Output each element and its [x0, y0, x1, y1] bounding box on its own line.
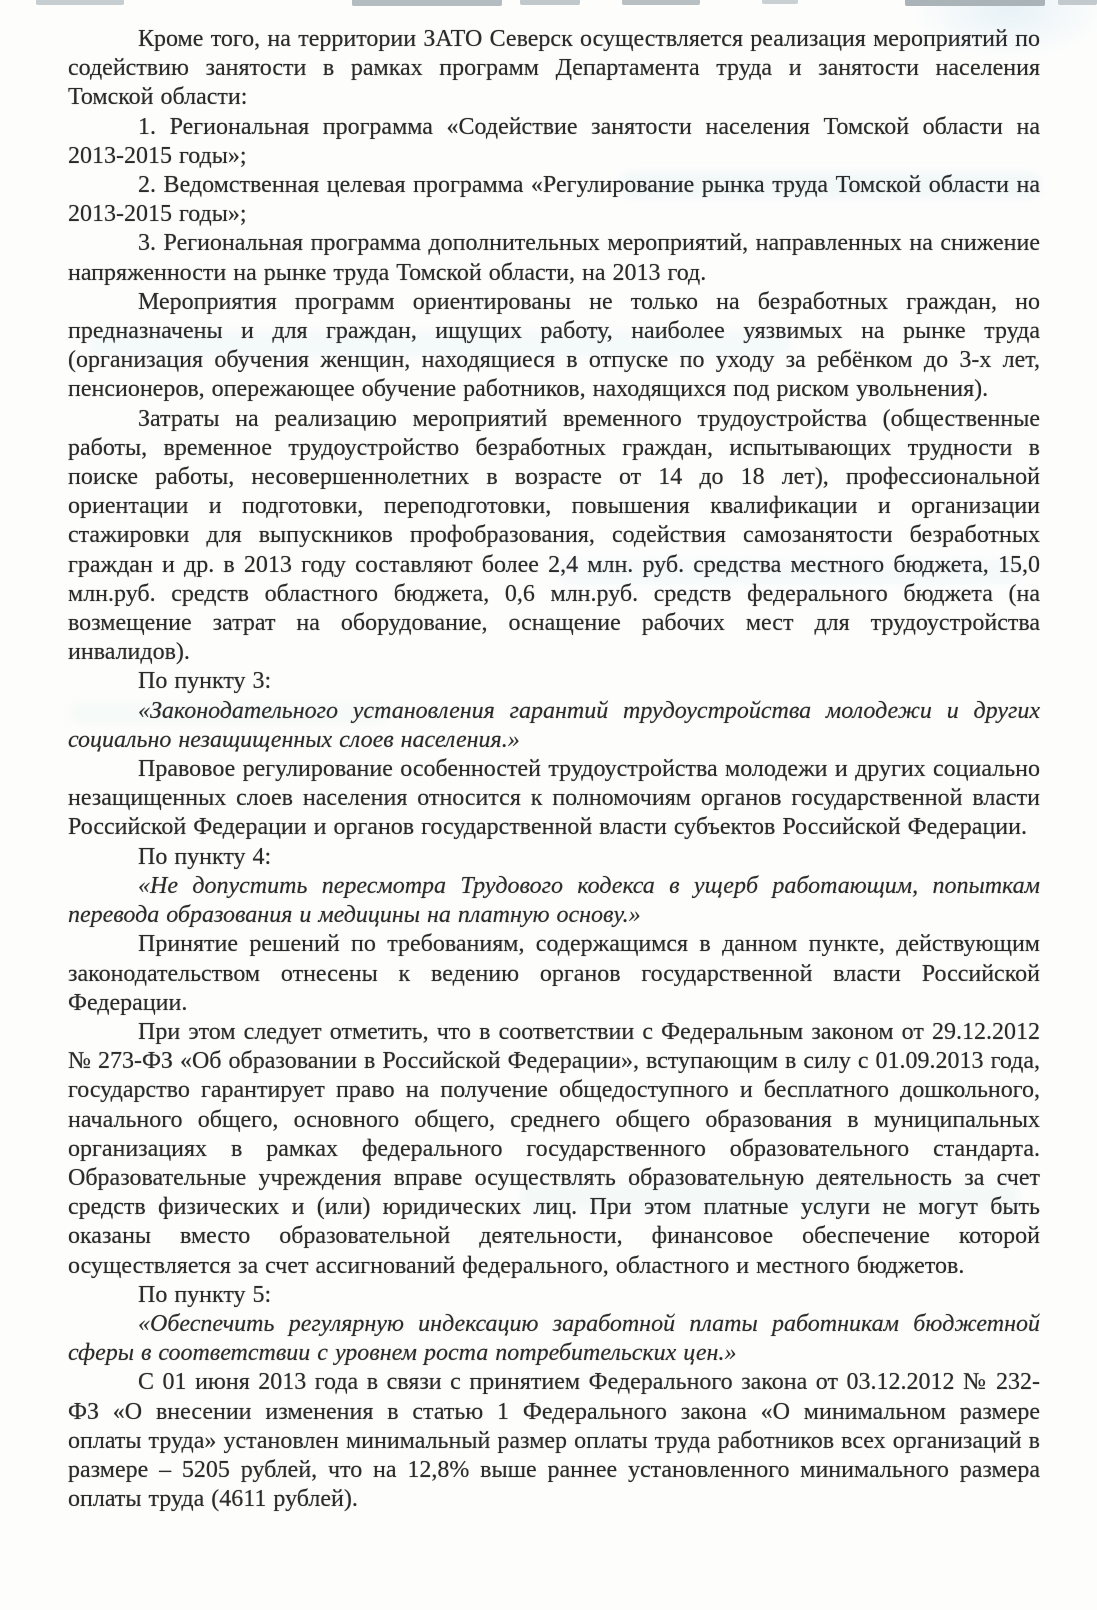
point-4-body-decisions: Принятие решений по требованиям, содержащимся в данном пункте, действующим законодательством отнесены к ведению органов государственной власти Российской Федерации.	[68, 931, 1040, 1016]
list-item-2: 2. Ведомственная целевая программа «Регулирование рынка труда Томской области на 2013-2015 годы»;	[68, 172, 1040, 228]
list-item-3: 3. Региональная программа дополнительных мероприятий, направленных на снижение напряженности на рынке труда Томской области, на 2013 год.	[68, 230, 1040, 286]
point-3-body: Правовое регулирование особенностей трудоустройства молодежи и других социально незащищенных слоев населения относится к полномочиям органов государственной власти Российской Федерации и органов государственной власти субъектов Российской Федерации.	[68, 756, 1040, 841]
paragraph-intro: Кроме того, на территории ЗАТО Северск осуществляется реализация мероприятий по содействию занятости в рамках программ Департамента труда и занятости населения Томской области:	[68, 26, 1040, 111]
point-3-heading: По пункту 3:	[138, 668, 272, 695]
point-5-quote: «Обеспечить регулярную индексацию заработной платы работникам бюджетной сферы в соответствии с уровнем роста потребительских цен.»	[68, 1310, 1040, 1367]
point-4-quote: «Не допустить пересмотра Трудового кодекса в ущерб работающим, попыткам перевода образования и медицины на платную основу.»	[68, 872, 1040, 929]
paragraph-costs: Затраты на реализацию мероприятий временного трудоустройства (общественные работы, временное трудоустройство безработных граждан, испытывающих трудности в поиске работы, несовершеннолетних в возрасте от 14 до 18 лет), профессиональной ориентации и подготовки, переподготовки, повышения квалификации и организации стажировки для выпускников профобразования, содействия самозанятости безработных граждан и др. в 2013 году составляют более 2,4 млн. руб. средства местного бюджета, 15,0 млн.руб. средств областного бюджета, 0,6 млн.руб. средств федерального бюджета (на возмещение затрат на оборудование, оснащение рабочих мест для трудоустройства инвалидов).	[68, 405, 1040, 666]
point-5-body-minwage: С 01 июня 2013 года в связи с принятием Федерального закона от 03.12.2012 № 232-ФЗ «О внесении изменения в статью 1 Федерального закона «О минимальном размере оплаты труда» установлен минимальный размер оплаты труда работников всех организаций в размере – 5205 рублей, что на 12,8% выше раннее установленного минимального размера оплаты труда (4611 рублей).	[68, 1369, 1040, 1513]
paragraph-measures: Мероприятия программ ориентированы не только на безработных граждан, но предназначены и для граждан, ищущих работу, наиболее уязвимых на рынке труда (организация обучения женщин, находящиеся в отпуске по уходу за ребёнком до 3-х лет, пенсионеров, опережающее обучение работников, находящихся под риском увольнения).	[68, 288, 1040, 403]
point-4-body-education: При этом следует отметить, что в соответствии с Федеральным законом от 29.12.2012 № 273-ФЗ «Об образовании в Российской Федерации», вступающим в силу с 01.09.2013 года, государство гарантирует право на получение общедоступного и бесплатного дошкольного, начального общего, основного общего, среднего общего образования в муниципальных организациях в рамках федерального государственного образовательного стандарта. Образовательные учреждения вправе осуществлять образовательную деятельность за счет средств физических и (или) юридических лиц. При этом платные услуги не могут быть оказаны вместо образовательной деятельности, финансовое обеспечение которой осуществляется за счет ассигнований федерального, областного и местного бюджетов.	[68, 1018, 1040, 1279]
point-3-quote: «Законодательного установления гарантий трудоустройства молодежи и других социально незащищенных слоев населения.»	[68, 697, 1040, 753]
point-5-heading: По пункту 5:	[138, 1281, 272, 1308]
point-4-heading: По пункту 4:	[138, 843, 272, 870]
list-item-1: 1. Региональная программа «Содействие занятости населения Томской области на 2013-2015 годы»;	[68, 113, 1040, 169]
